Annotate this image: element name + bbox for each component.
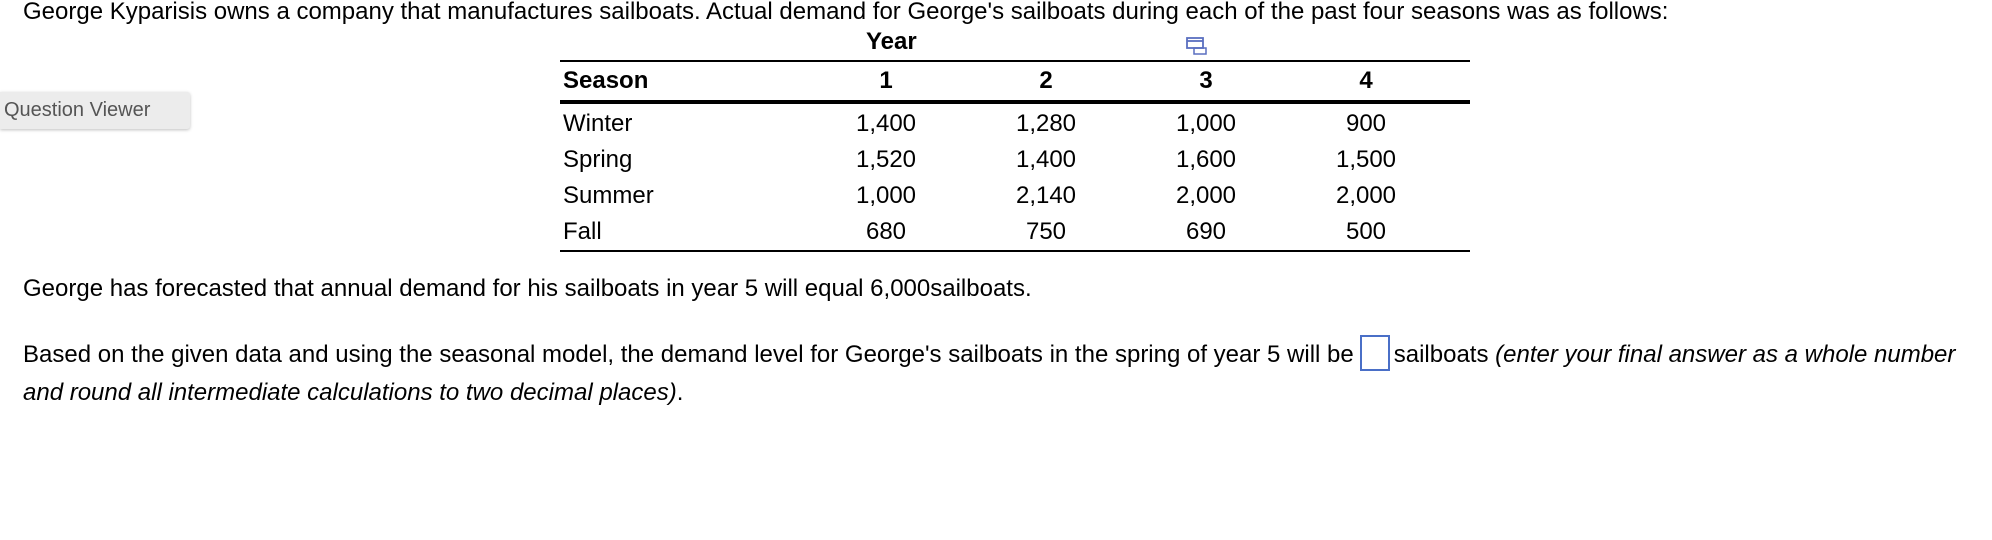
table-header-row — [560, 62, 1470, 104]
question-after-box: sailboats — [1393, 341, 1489, 368]
value-cell: 750 — [1025, 218, 1067, 245]
question-end: . — [676, 379, 684, 406]
question-viewer-button[interactable]: Question Viewer — [0, 92, 190, 129]
table-row — [560, 142, 1470, 178]
season-cell: Spring — [563, 146, 633, 173]
year-column-label: Year — [866, 28, 917, 55]
value-cell: 900 — [1345, 110, 1387, 137]
year-4-header: 4 — [1359, 67, 1373, 94]
value-cell: 2,140 — [1015, 182, 1077, 209]
value-cell: 2,000 — [1175, 182, 1237, 209]
table-row — [560, 214, 1470, 250]
table-row — [560, 178, 1470, 214]
value-cell: 1,000 — [1175, 110, 1237, 137]
value-cell: 690 — [1185, 218, 1227, 245]
question-text — [23, 336, 1973, 412]
answer-input[interactable] — [1360, 335, 1390, 371]
table-view-icon[interactable] — [1185, 36, 1209, 56]
year-2-header: 2 — [1039, 67, 1053, 94]
season-cell: Winter — [563, 110, 633, 137]
season-header: Season — [563, 67, 649, 94]
demand-table — [560, 60, 1470, 252]
question-before-box: Based on the given data and using the seasonal model, the demand level for George's sailboats in the spring of year 5 will be — [23, 341, 1354, 368]
table-row — [560, 106, 1470, 142]
forecast-text: George has forecasted that annual demand for his sailboats in year 5 will equal 6,000sailboats. — [23, 275, 1032, 302]
value-cell: 1,600 — [1175, 146, 1237, 173]
value-cell: 500 — [1345, 218, 1387, 245]
year-1-header: 1 — [879, 67, 893, 94]
value-cell: 1,400 — [855, 110, 917, 137]
season-cell: Summer — [563, 182, 654, 209]
value-cell: 1,000 — [855, 182, 917, 209]
value-cell: 680 — [865, 218, 907, 245]
instruction-note: (enter your final answer as a whole number and round all intermediate calculations to two decimal places) — [23, 341, 1956, 406]
value-cell: 2,000 — [1335, 182, 1397, 209]
value-cell: 1,500 — [1335, 146, 1397, 173]
season-cell: Fall — [563, 218, 602, 245]
year-3-header: 3 — [1199, 67, 1213, 94]
value-cell: 1,400 — [1015, 146, 1077, 173]
intro-text: George Kyparisis owns a company that manufactures sailboats. Actual demand for George's sailboats during each of the past four seasons was as follows: — [23, 0, 1669, 25]
value-cell: 1,280 — [1015, 110, 1077, 137]
value-cell: 1,520 — [855, 146, 917, 173]
